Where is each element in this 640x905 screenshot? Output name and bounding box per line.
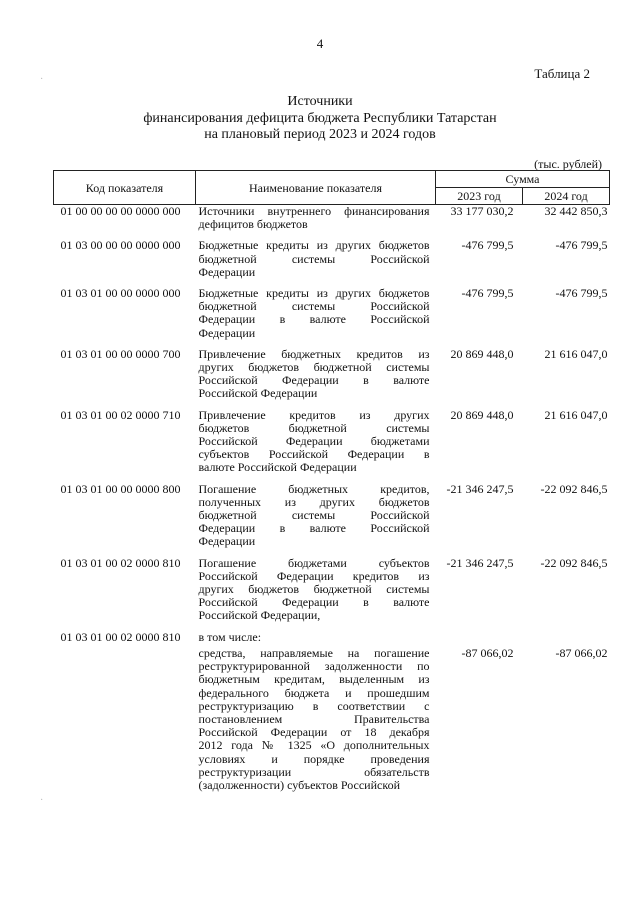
row-code: 01 03 01 00 00 0000 800 (60, 481, 181, 496)
header-year-2023: 2023 год (436, 188, 523, 205)
row-value-2024: -476 799,5 (555, 286, 608, 301)
row-value-2024: -22 092 846,5 (540, 481, 608, 496)
scan-mark: · (40, 795, 44, 806)
table-row (54, 348, 610, 409)
row-name-line: Федерации (198, 264, 256, 279)
table-row (54, 631, 610, 647)
row-name (196, 348, 436, 409)
title-line: Источники (287, 94, 353, 109)
row-name-line: бюджетной системы Российской (198, 508, 430, 523)
row-value-2023: -21 346 247,5 (446, 555, 514, 570)
row-value-2024 (523, 631, 610, 647)
row-value-2024: 21 616 047,0 (544, 407, 608, 422)
table-row (54, 409, 610, 483)
row-name-line: бюджетной системы Российской (198, 251, 430, 266)
row-value-2024: -87 066,02 (555, 645, 608, 660)
row-name-line: федерального бюджета и прошедшим (198, 685, 430, 700)
row-name-line: Бюджетные кредиты из других бюджетов (198, 286, 430, 301)
row-name (196, 239, 436, 287)
table-row (54, 557, 610, 631)
row-value-2023: -21 346 247,5 (446, 481, 514, 496)
row-code: 01 03 00 00 00 0000 000 (60, 238, 181, 253)
title-line: финансирования дефицита бюджета Республики Татарстан (143, 110, 497, 126)
row-name-line: реструктуризации обязательств (198, 764, 430, 779)
row-name-line: 2012 года № 1325 «О дополнительных (198, 738, 430, 753)
row-name-line: Российской Федерации бюджетами (198, 434, 430, 449)
row-name-line: реструктуризацию в соответствии с (198, 698, 430, 713)
row-name-line: других бюджетов бюджетной системы (198, 360, 430, 375)
row-name-line: валюте Российской Федерации (198, 460, 357, 475)
table-row (54, 647, 610, 800)
document-title (0, 94, 640, 144)
row-code: 01 00 00 00 00 0000 000 (60, 204, 181, 218)
row-name-line: Источники внутреннего финансирования (198, 204, 430, 218)
row-name-line: условиях и порядке проведения (198, 751, 430, 766)
row-name-line: других бюджетов бюджетной системы (198, 582, 430, 597)
row-name-line: бюджетным кредитам, выделенным из (198, 672, 430, 687)
scan-mark: · (40, 74, 44, 85)
row-value-2024: 21 616 047,0 (544, 346, 608, 361)
row-value-2024: 32 442 850,3 (544, 204, 608, 218)
table-label: Таблица 2 (534, 66, 590, 81)
row-code: 01 03 01 00 02 0000 710 (60, 407, 181, 422)
row-name-line: Федерации в валюте Российской (198, 312, 430, 327)
row-name-line: реструктурированной задолженности по (198, 659, 430, 674)
row-name-line: полученных из других бюджетов (198, 494, 430, 509)
header-name: Наименование показателя (196, 171, 436, 205)
row-name (196, 205, 436, 240)
row-name (196, 483, 436, 557)
table-body (54, 205, 610, 801)
table-row (54, 483, 610, 557)
title-line: на плановый период 2023 и 2024 годов (204, 127, 436, 142)
header-year-2024: 2024 год (523, 188, 610, 205)
header-code: Код показателя (54, 171, 196, 205)
table-row (54, 239, 610, 287)
row-name (196, 557, 436, 631)
row-name-line: субъектов Российской Федерации в (198, 447, 430, 462)
row-name-line: Федерации (198, 534, 256, 549)
row-value-2023: 20 869 448,0 (450, 346, 514, 361)
row-name (196, 647, 436, 800)
row-name-line: Российской Федерации кредитов из (198, 568, 430, 583)
row-value-2023: -476 799,5 (461, 286, 514, 301)
financing-sources-table (53, 170, 610, 800)
row-name-line: бюджетной системы Российской (198, 299, 430, 314)
row-code (54, 647, 196, 800)
row-value-2023: 33 177 030,2 (450, 204, 514, 218)
row-name-line: Погашение бюджетных кредитов, (198, 481, 430, 496)
row-value-2023: -87 066,02 (461, 645, 514, 660)
table-row (54, 287, 610, 348)
page-number: 4 (316, 36, 324, 51)
row-name-line: Федерации (198, 325, 256, 340)
row-value-2023: -476 799,5 (461, 238, 514, 253)
row-name-line: бюджетов бюджетной системы (198, 420, 430, 435)
row-name-line: Российской Федерации (198, 386, 318, 401)
row-name-line: Бюджетные кредиты из других бюджетов (198, 238, 430, 253)
row-value-2024: -22 092 846,5 (540, 555, 608, 570)
row-value-2023: 20 869 448,0 (450, 407, 514, 422)
row-name-line: средства, направляемые на погашение (198, 645, 430, 660)
row-name-line: в том числе: (198, 629, 262, 644)
row-name-line: Федерации в валюте Российской (198, 521, 430, 536)
row-name-line: Привлечение бюджетных кредитов из (198, 346, 430, 361)
row-code: 01 03 01 00 00 0000 000 (60, 286, 181, 301)
row-name-line: Российской Федерации, (198, 608, 321, 623)
row-name-line: постановлением Правительства (198, 711, 430, 726)
row-value-2024: -476 799,5 (555, 238, 608, 253)
row-name (196, 287, 436, 348)
row-name (196, 409, 436, 483)
row-name-line: дефицитов бюджетов (198, 217, 308, 232)
row-name-line: Российской Федерации от 18 декабря (198, 725, 430, 740)
row-code: 01 03 01 00 02 0000 810 (60, 555, 181, 570)
row-name (196, 631, 436, 647)
row-code: 01 03 01 00 02 0000 810 (60, 629, 181, 644)
header-sum: Сумма (436, 171, 610, 188)
row-code: 01 03 01 00 00 0000 700 (60, 346, 181, 361)
table-row (54, 205, 610, 240)
row-name-line: Привлечение кредитов из других (198, 407, 430, 422)
row-name-line: Российской Федерации в валюте (198, 373, 430, 388)
row-name-line: (задолженности) субъектов Российской (198, 777, 400, 792)
row-name-line: Российской Федерации в валюте (198, 595, 430, 610)
row-name-line: Погашение бюджетами субъектов (198, 555, 430, 570)
row-value-2023 (436, 631, 523, 647)
units-label: (тыс. рублей) (534, 157, 602, 171)
